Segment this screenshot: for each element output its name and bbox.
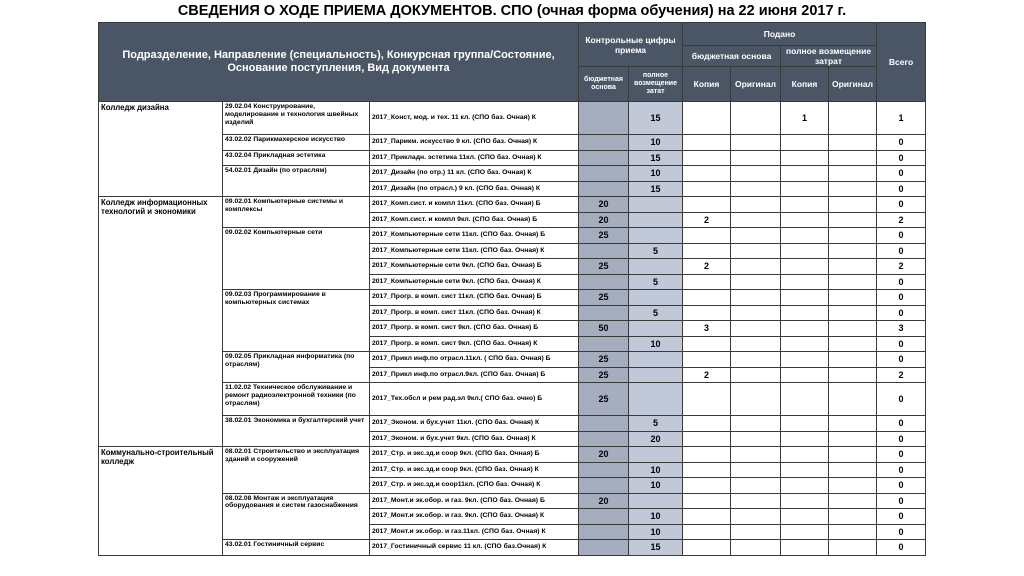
total-cell: 0 <box>877 181 926 197</box>
budget-original-cell <box>731 478 781 494</box>
budget-original-cell <box>731 305 781 321</box>
budget-original-cell <box>731 259 781 275</box>
paid-copy-cell <box>781 447 829 463</box>
paid-original-cell <box>829 524 877 540</box>
total-cell: 0 <box>877 336 926 352</box>
total-cell: 1 <box>877 102 926 135</box>
paid-copy-cell <box>781 540 829 556</box>
budget-copy-cell <box>683 150 731 166</box>
specialty-name: 11.02.02 Техническое обслуживание и ремонт радиоэлектронной техники (по отраслям) <box>223 383 370 416</box>
header-full-cost: полное возмещение затрат <box>781 46 877 67</box>
paid-original-cell <box>829 135 877 151</box>
budget-copy-cell <box>683 447 731 463</box>
budget-original-cell <box>731 509 781 525</box>
control-budget-cell <box>579 524 629 540</box>
competition-group: 2017_Дизайн (по отр.) 11 кл. (СПО баз. Очная) К <box>370 166 579 182</box>
paid-original-cell <box>829 228 877 244</box>
control-budget-cell: 25 <box>579 228 629 244</box>
competition-group: 2017_Компьютерные сети 11кл. (СПО баз. Очная) Б <box>370 228 579 244</box>
competition-group: 2017_Компьютерные сети 9кл. (СПО баз. Очная) Б <box>370 259 579 275</box>
paid-original-cell <box>829 352 877 368</box>
total-cell: 0 <box>877 166 926 182</box>
table-row <box>99 102 926 135</box>
control-full-cost-cell: 5 <box>629 416 683 432</box>
paid-original-cell <box>829 150 877 166</box>
paid-original-cell <box>829 416 877 432</box>
total-cell: 0 <box>877 135 926 151</box>
budget-copy-cell <box>683 352 731 368</box>
budget-copy-cell <box>683 540 731 556</box>
control-full-cost-cell: 15 <box>629 150 683 166</box>
control-full-cost-cell <box>629 259 683 275</box>
budget-original-cell <box>731 212 781 228</box>
control-full-cost-cell <box>629 493 683 509</box>
paid-original-cell <box>829 540 877 556</box>
paid-copy-cell <box>781 416 829 432</box>
table-header <box>99 23 926 102</box>
control-budget-cell: 50 <box>579 321 629 337</box>
total-cell: 0 <box>877 431 926 447</box>
total-cell: 0 <box>877 540 926 556</box>
paid-original-cell <box>829 243 877 259</box>
paid-copy-cell <box>781 336 829 352</box>
unit-name: Колледж информационных технологий и экономики <box>99 197 223 447</box>
table-row <box>99 197 926 213</box>
paid-copy-cell <box>781 290 829 306</box>
budget-original-cell <box>731 416 781 432</box>
control-budget-cell <box>579 462 629 478</box>
budget-original-cell <box>731 197 781 213</box>
paid-original-cell <box>829 462 877 478</box>
budget-copy-cell <box>683 243 731 259</box>
budget-copy-cell <box>683 462 731 478</box>
control-full-cost-cell: 10 <box>629 135 683 151</box>
budget-original-cell <box>731 352 781 368</box>
paid-copy-cell: 1 <box>781 102 829 135</box>
paid-original-cell <box>829 447 877 463</box>
paid-copy-cell <box>781 352 829 368</box>
budget-copy-cell <box>683 135 731 151</box>
table-row <box>99 493 926 509</box>
total-cell: 0 <box>877 383 926 416</box>
control-budget-cell: 20 <box>579 447 629 463</box>
total-cell: 0 <box>877 352 926 368</box>
budget-original-cell <box>731 431 781 447</box>
control-full-cost-cell <box>629 352 683 368</box>
control-budget-cell <box>579 540 629 556</box>
table-row <box>99 290 926 306</box>
paid-copy-cell <box>781 135 829 151</box>
specialty-name: 43.02.02 Парикмахерское искусство <box>223 135 370 151</box>
header-paid-copy: Копия <box>781 67 829 102</box>
competition-group: 2017_Гостиничный сервис 11 кл. (СПО баз.Очная) К <box>370 540 579 556</box>
total-cell: 2 <box>877 367 926 383</box>
budget-original-cell <box>731 102 781 135</box>
control-budget-cell: 20 <box>579 197 629 213</box>
paid-copy-cell <box>781 228 829 244</box>
total-cell: 2 <box>877 212 926 228</box>
control-budget-cell <box>579 416 629 432</box>
table-row <box>99 135 926 151</box>
budget-original-cell <box>731 336 781 352</box>
total-cell: 0 <box>877 447 926 463</box>
table-row <box>99 416 926 432</box>
competition-group: 2017_Конст, мод. и тех. 11 кл. (СПО баз. Очная) К <box>370 102 579 135</box>
control-budget-cell <box>579 102 629 135</box>
control-full-cost-cell: 10 <box>629 336 683 352</box>
total-cell: 3 <box>877 321 926 337</box>
budget-original-cell <box>731 383 781 416</box>
budget-copy-cell <box>683 416 731 432</box>
unit-name: Коммунально-строительный колледж <box>99 447 223 556</box>
control-budget-cell <box>579 181 629 197</box>
competition-group: 2017_Прогр. в комп. сист 9кл. (СПО баз. Очная) Б <box>370 321 579 337</box>
control-budget-cell: 25 <box>579 290 629 306</box>
table-row <box>99 383 926 416</box>
control-full-cost-cell: 15 <box>629 540 683 556</box>
paid-original-cell <box>829 383 877 416</box>
budget-original-cell <box>731 166 781 182</box>
budget-copy-cell <box>683 524 731 540</box>
paid-copy-cell <box>781 321 829 337</box>
budget-original-cell <box>731 367 781 383</box>
control-budget-cell <box>579 478 629 494</box>
paid-original-cell <box>829 197 877 213</box>
budget-original-cell <box>731 290 781 306</box>
paid-copy-cell <box>781 383 829 416</box>
paid-copy-cell <box>781 274 829 290</box>
paid-copy-cell <box>781 509 829 525</box>
paid-original-cell <box>829 274 877 290</box>
control-budget-cell <box>579 509 629 525</box>
competition-group: 2017_Эконом. и бух.учет 11кл. (СПО баз. Очная) К <box>370 416 579 432</box>
admissions-table <box>98 22 926 556</box>
competition-group: 2017_Комп.сист. и компл 11кл. (СПО баз. Очная) Б <box>370 197 579 213</box>
budget-original-cell <box>731 228 781 244</box>
table-row <box>99 447 926 463</box>
total-cell: 0 <box>877 274 926 290</box>
control-full-cost-cell <box>629 367 683 383</box>
specialty-name: 43.02.01 Гостиничный сервис <box>223 540 370 556</box>
control-full-cost-cell <box>629 447 683 463</box>
control-budget-cell <box>579 274 629 290</box>
specialty-name: 08.02.08 Монтаж и эксплуатация оборудования и систем газоснабжения <box>223 493 370 540</box>
paid-copy-cell <box>781 462 829 478</box>
paid-original-cell <box>829 321 877 337</box>
header-paid-original: Оригинал <box>829 67 877 102</box>
competition-group: 2017_Парикм. искусство 9 кл. (СПО баз. Очная) К <box>370 135 579 151</box>
paid-original-cell <box>829 212 877 228</box>
competition-group: 2017_Эконом. и бух.учет 9кл. (СПО баз. Очная) К <box>370 431 579 447</box>
total-cell: 0 <box>877 197 926 213</box>
control-full-cost-cell: 10 <box>629 166 683 182</box>
budget-copy-cell: 2 <box>683 367 731 383</box>
budget-original-cell <box>731 135 781 151</box>
paid-copy-cell <box>781 181 829 197</box>
total-cell: 0 <box>877 150 926 166</box>
competition-group: 2017_Стр. и экс.зд.и соор 9кл. (СПО баз. Очная) К <box>370 462 579 478</box>
budget-copy-cell <box>683 290 731 306</box>
specialty-name: 09.02.02 Компьютерные сети <box>223 228 370 290</box>
control-budget-cell: 25 <box>579 367 629 383</box>
table-row <box>99 352 926 368</box>
paid-copy-cell <box>781 212 829 228</box>
competition-group: 2017_Компьютерные сети 9кл. (СПО баз. Очная) К <box>370 274 579 290</box>
total-cell: 0 <box>877 524 926 540</box>
paid-copy-cell <box>781 367 829 383</box>
control-budget-cell: 25 <box>579 383 629 416</box>
header-budget-basis: бюджетная основа <box>683 46 781 67</box>
control-full-cost-cell: 15 <box>629 102 683 135</box>
competition-group: 2017_Прикл инф.по отрасл.11кл. ( СПО баз. Очная) Б <box>370 352 579 368</box>
header-control-figures: Контрольные цифры приема <box>579 23 683 67</box>
paid-copy-cell <box>781 243 829 259</box>
budget-copy-cell <box>683 509 731 525</box>
control-full-cost-cell: 15 <box>629 181 683 197</box>
specialty-name: 09.02.01 Компьютерные системы и комплексы <box>223 197 370 228</box>
total-cell: 0 <box>877 416 926 432</box>
paid-copy-cell <box>781 166 829 182</box>
budget-copy-cell <box>683 274 731 290</box>
control-full-cost-cell <box>629 228 683 244</box>
paid-original-cell <box>829 478 877 494</box>
control-full-cost-cell <box>629 212 683 228</box>
control-budget-cell <box>579 135 629 151</box>
competition-group: 2017_Прикл инф.по отрасл.9кл. (СПО баз. Очная) Б <box>370 367 579 383</box>
total-cell: 2 <box>877 259 926 275</box>
competition-group: 2017_Монт.и эк.обор. и газ.11кл. (СПО баз. Очная) К <box>370 524 579 540</box>
budget-original-cell <box>731 462 781 478</box>
table-row <box>99 150 926 166</box>
header-main: Подразделение, Направление (специальность), Конкурсная группа/Состояние, Основание поступления, Вид документа <box>99 23 579 102</box>
table-row <box>99 166 926 182</box>
competition-group: 2017_Монт.и эк.обор. и газ. 9кл. (СПО баз. Очная) Б <box>370 493 579 509</box>
budget-original-cell <box>731 524 781 540</box>
control-full-cost-cell: 5 <box>629 274 683 290</box>
specialty-name: 08.02.01 Строительство и эксплуатация зданий и сооружений <box>223 447 370 494</box>
budget-copy-cell: 3 <box>683 321 731 337</box>
budget-copy-cell <box>683 166 731 182</box>
control-budget-cell <box>579 166 629 182</box>
control-full-cost-cell: 5 <box>629 243 683 259</box>
control-full-cost-cell <box>629 321 683 337</box>
paid-copy-cell <box>781 524 829 540</box>
table-row <box>99 540 926 556</box>
control-full-cost-cell <box>629 290 683 306</box>
control-full-cost-cell: 10 <box>629 478 683 494</box>
header-budget-copy: Копия <box>683 67 731 102</box>
paid-original-cell <box>829 367 877 383</box>
competition-group: 2017_Стр. и экс.зд.и соор 9кл. (СПО баз. Очная) Б <box>370 447 579 463</box>
control-budget-cell <box>579 243 629 259</box>
header-submitted: Подано <box>683 23 877 46</box>
total-cell: 0 <box>877 462 926 478</box>
total-cell: 0 <box>877 243 926 259</box>
budget-original-cell <box>731 181 781 197</box>
competition-group: 2017_Тех.обсл и рем рад.эл 9кл.( СПО баз. очно) Б <box>370 383 579 416</box>
page-title: СВЕДЕНИЯ О ХОДЕ ПРИЕМА ДОКУМЕНТОВ. СПО (очная форма обучения) на 22 июня 2017 г. <box>177 3 847 19</box>
competition-group: 2017_Прогр. в комп. сист 9кл. (СПО баз. Очная) К <box>370 336 579 352</box>
control-full-cost-cell: 10 <box>629 462 683 478</box>
paid-original-cell <box>829 493 877 509</box>
header-control-budget: бюджетная основа <box>579 67 629 102</box>
paid-copy-cell <box>781 259 829 275</box>
specialty-name: 54.02.01 Дизайн (по отраслям) <box>223 166 370 197</box>
competition-group: 2017_Прикладн. эстетика 11кл. (СПО баз. Очная) К <box>370 150 579 166</box>
paid-original-cell <box>829 509 877 525</box>
budget-copy-cell <box>683 102 731 135</box>
paid-original-cell <box>829 305 877 321</box>
budget-copy-cell <box>683 383 731 416</box>
competition-group: 2017_Стр. и экс.зд.и соор11кл. (СПО баз. Очная) К <box>370 478 579 494</box>
specialty-name: 43.02.04 Прикладная эстетика <box>223 150 370 166</box>
control-full-cost-cell <box>629 197 683 213</box>
budget-copy-cell <box>683 305 731 321</box>
control-budget-cell <box>579 305 629 321</box>
budget-original-cell <box>731 493 781 509</box>
competition-group: 2017_Комп.сист. и компл 9кл. (СПО баз. Очная) Б <box>370 212 579 228</box>
paid-original-cell <box>829 181 877 197</box>
total-cell: 0 <box>877 305 926 321</box>
specialty-name: 09.02.03 Программирование в компьютерных системах <box>223 290 370 352</box>
total-cell: 0 <box>877 228 926 244</box>
competition-group: 2017_Монт.и эк.обор. и газ. 9кл. (СПО баз. Очная) К <box>370 509 579 525</box>
paid-original-cell <box>829 431 877 447</box>
paid-original-cell <box>829 259 877 275</box>
budget-copy-cell: 2 <box>683 212 731 228</box>
budget-copy-cell <box>683 478 731 494</box>
total-cell: 0 <box>877 493 926 509</box>
table-row <box>99 228 926 244</box>
paid-original-cell <box>829 336 877 352</box>
total-cell: 0 <box>877 478 926 494</box>
paid-original-cell <box>829 166 877 182</box>
control-full-cost-cell: 5 <box>629 305 683 321</box>
budget-original-cell <box>731 447 781 463</box>
header-total: Всего <box>877 23 926 102</box>
control-budget-cell <box>579 150 629 166</box>
paid-copy-cell <box>781 493 829 509</box>
control-full-cost-cell: 10 <box>629 509 683 525</box>
competition-group: 2017_Прогр. в комп. сист 11кл. (СПО баз. Очная) К <box>370 305 579 321</box>
paid-copy-cell <box>781 305 829 321</box>
control-full-cost-cell: 20 <box>629 431 683 447</box>
paid-copy-cell <box>781 431 829 447</box>
budget-original-cell <box>731 321 781 337</box>
paid-original-cell <box>829 102 877 135</box>
competition-group: 2017_Дизайн (по отрасл.) 9 кл. (СПО баз. Очная) К <box>370 181 579 197</box>
budget-copy-cell <box>683 336 731 352</box>
specialty-name: 38.02.01 Экономика и бухгалтерский учет <box>223 416 370 447</box>
specialty-name: 09.02.05 Прикладная информатика (по отраслям) <box>223 352 370 383</box>
budget-copy-cell <box>683 181 731 197</box>
header-control-full-cost: полное возмещение затат <box>629 67 683 102</box>
budget-original-cell <box>731 243 781 259</box>
budget-original-cell <box>731 150 781 166</box>
control-budget-cell <box>579 431 629 447</box>
budget-copy-cell <box>683 197 731 213</box>
budget-original-cell <box>731 274 781 290</box>
specialty-name: 29.02.04 Конструирование, моделирование и технология швейных изделий <box>223 102 370 135</box>
control-budget-cell: 20 <box>579 493 629 509</box>
total-cell: 0 <box>877 290 926 306</box>
paid-copy-cell <box>781 478 829 494</box>
paid-original-cell <box>829 290 877 306</box>
unit-name: Колледж дизайна <box>99 102 223 197</box>
control-full-cost-cell: 10 <box>629 524 683 540</box>
budget-copy-cell: 2 <box>683 259 731 275</box>
table-body <box>99 102 926 556</box>
competition-group: 2017_Компьютерные сети 11кл. (СПО баз. Очная) К <box>370 243 579 259</box>
total-cell: 0 <box>877 509 926 525</box>
paid-copy-cell <box>781 150 829 166</box>
header-budget-original: Оригинал <box>731 67 781 102</box>
control-budget-cell <box>579 336 629 352</box>
budget-copy-cell <box>683 228 731 244</box>
control-budget-cell: 20 <box>579 212 629 228</box>
competition-group: 2017_Прогр. в комп. сист 11кл. (СПО баз. Очная) Б <box>370 290 579 306</box>
control-full-cost-cell <box>629 383 683 416</box>
paid-copy-cell <box>781 197 829 213</box>
budget-original-cell <box>731 540 781 556</box>
control-budget-cell: 25 <box>579 352 629 368</box>
control-budget-cell: 25 <box>579 259 629 275</box>
budget-copy-cell <box>683 431 731 447</box>
budget-copy-cell <box>683 493 731 509</box>
